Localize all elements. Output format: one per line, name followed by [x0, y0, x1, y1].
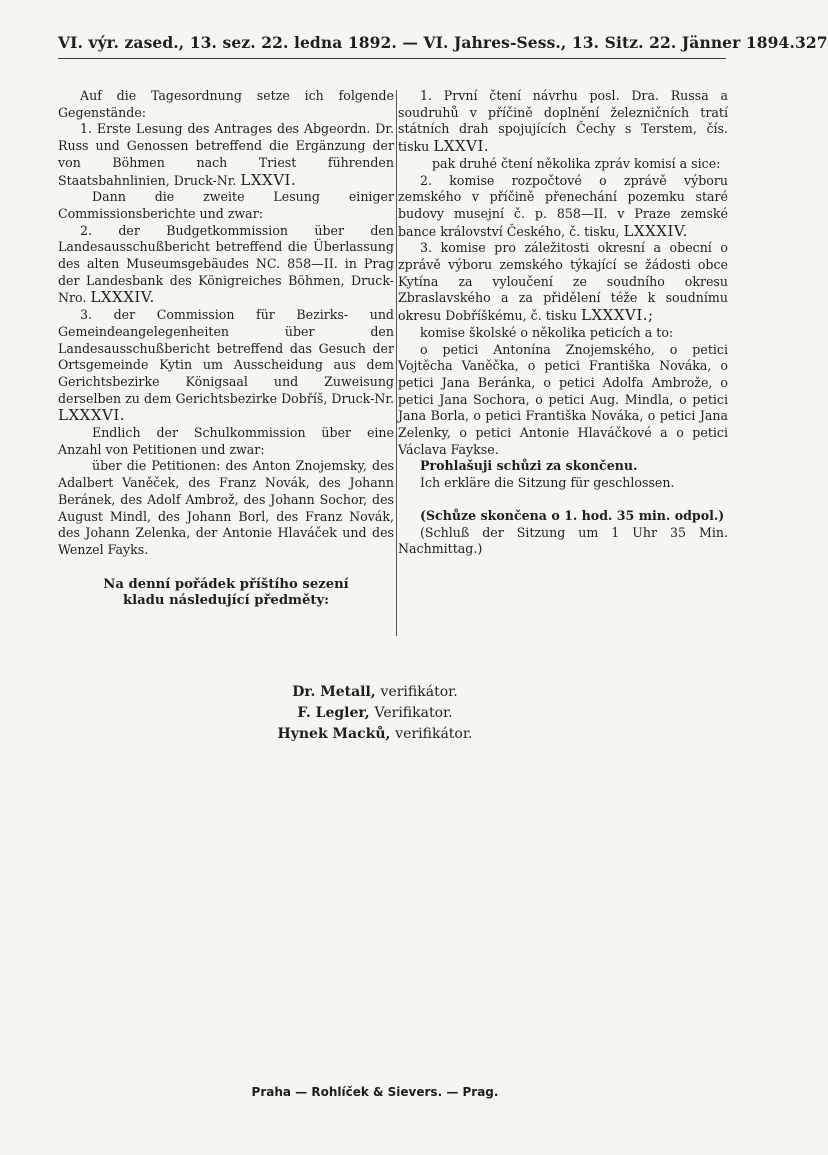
cs-item-3: 3. komise pro záležitosti okresní a obecní o zprávě výboru zemského týkající se žádosti obce Kytína za vyloučení ze soudního okresu Zbraslavského a za přidělení téže k soudnímu okresu Dobříškému, č. tisku LXXXVI.;	[398, 240, 728, 325]
cs-closing: Prohlašuji schůzi za skončenu.	[420, 458, 638, 474]
signature-line	[0, 703, 750, 724]
de-item-2-print-number: LXXXIV.	[90, 288, 155, 307]
printer-imprint: Praha — Rohlíček & Sievers. — Prag.	[251, 1085, 499, 1099]
cs-item-1-print-number: LXXVI.	[433, 137, 490, 156]
cs-school: komise školské o několika peticích a to:	[420, 324, 674, 340]
cs-item-2: 2. komise rozpočtové o zprávě výboru zemského v příčině přenechání pozemku staré budovy musejní č. p. 858—II. v Praze zemské bance království Českého, č. tisku, LXXXIV.	[398, 172, 728, 240]
cs-petitions: o petici Antonína Znojemského, o petici Vojtěcha Vaněčka, o petici Františka Nováka, o petici Jana Beránka, o petici Adolfa Ambrože, o petici Jana Sochora, o petici Aug. Mindla, o petici Jana Borla, o petici Františka Nováka, o petici Jana Zelenky, o petici Antonie Hlaváčkové a o petici Václava Faykse.	[398, 341, 728, 457]
cs-session-end: (Schůze skončena o 1. hod. 35 min. odpol.)	[420, 507, 725, 523]
spacer	[398, 492, 728, 508]
cs-agenda-line-1: Na denní pořádek příštího sezení	[103, 576, 349, 592]
de-item-3: 3. der Commission für Bezirks- und Gemeindeangelegenheiten über den Landesausschußbericht betreffend das Gesuch der Ortsgemeinde Kytin um Ausscheidung aus dem Gerichtsbezirke Königsaal und Zuweisung derselben zu dem Gerichtsbezirke Dobříš, Druck-Nr. LXXXVI.	[58, 307, 394, 425]
cs-agenda-heading	[58, 577, 394, 610]
de-item-1-print-number: LXXVI.	[240, 170, 297, 189]
signature-line	[0, 682, 750, 703]
page-number: 327	[794, 33, 828, 52]
running-header	[58, 33, 828, 52]
signature-role: verifikátor.	[395, 726, 473, 742]
signature-role: Verifikator.	[374, 705, 453, 721]
signature-role: verifikátor.	[380, 684, 458, 700]
de-item-3-print-number: LXXXVI.	[58, 406, 126, 425]
de-petitions: über die Petitionen: des Anton Znojemsky, des Adalbert Vaněček, des Franz Novák, des Johann Beránek, des Adolf Ambrož, des Johann Sochor, des August Mindl, des Johann Borl, des Franz Novák, des Johann Zelenka, der Antonie Hlaváček und des Wenzel Fayks.	[58, 458, 394, 557]
de-item-1: 1. Erste Lesung des Antrages des Abgeordn. Dr. Russ und Genossen betreffend die Ergänzung der von Böhmen nach Triest führenden Staatsbahnlinien, Druck-Nr. LXXVI.	[58, 121, 394, 189]
header-rule	[58, 58, 726, 59]
cs-item-3-print-number: LXXXVI.;	[581, 306, 654, 325]
german-column	[58, 88, 394, 610]
signature-name: F. Legler,	[297, 705, 370, 721]
signature-name: Dr. Metall,	[292, 684, 376, 700]
cs-then: pak druhé čtení několika zpráv komisí a sice:	[432, 155, 721, 171]
signature-name: Hynek Macků,	[277, 726, 391, 742]
verifier-signatures	[0, 682, 750, 745]
header-session-info: VI. výr. zased., 13. sez. 22. ledna 1892. — VI. Jahres-Sess., 13. Sitz. 22. Jänner 1894.	[58, 33, 795, 52]
de-closing: Ich erkläre die Sitzung für geschlossen.	[420, 475, 675, 491]
column-divider	[396, 90, 397, 636]
de-then: Dann die zweite Lesung einiger Commissionsberichte und zwar:	[58, 189, 394, 221]
cs-item-2-print-number: LXXXIV.	[623, 221, 688, 240]
signature-line	[0, 724, 750, 745]
cs-item-1: 1. První čtení návrhu posl. Dra. Russa a soudruhů v příčině doplnění železničních tratí státních drah spojujících Čechy s Terstem, čís. tisku LXXVI.	[398, 88, 728, 156]
czech-column	[398, 88, 728, 558]
de-session-end: (Schluß der Sitzung um 1 Uhr 35 Min. Nachmittag.)	[398, 524, 728, 557]
de-item-2: 2. der Budgetkommission über den Landesausschußbericht betreffend die Überlassung des alten Museumsgebäudes NC. 858—II. in Prag der Landesbank des Königreiches Böhmen, Druck-Nro. LXXXIV.	[58, 222, 394, 307]
cs-agenda-line-2: kladu následující předměty:	[122, 593, 330, 609]
de-finally: Endlich der Schulkommission über eine Anzahl von Petitionen und zwar:	[58, 425, 394, 457]
de-intro: Auf die Tagesordnung setze ich folgende Gegenstände:	[58, 88, 394, 120]
